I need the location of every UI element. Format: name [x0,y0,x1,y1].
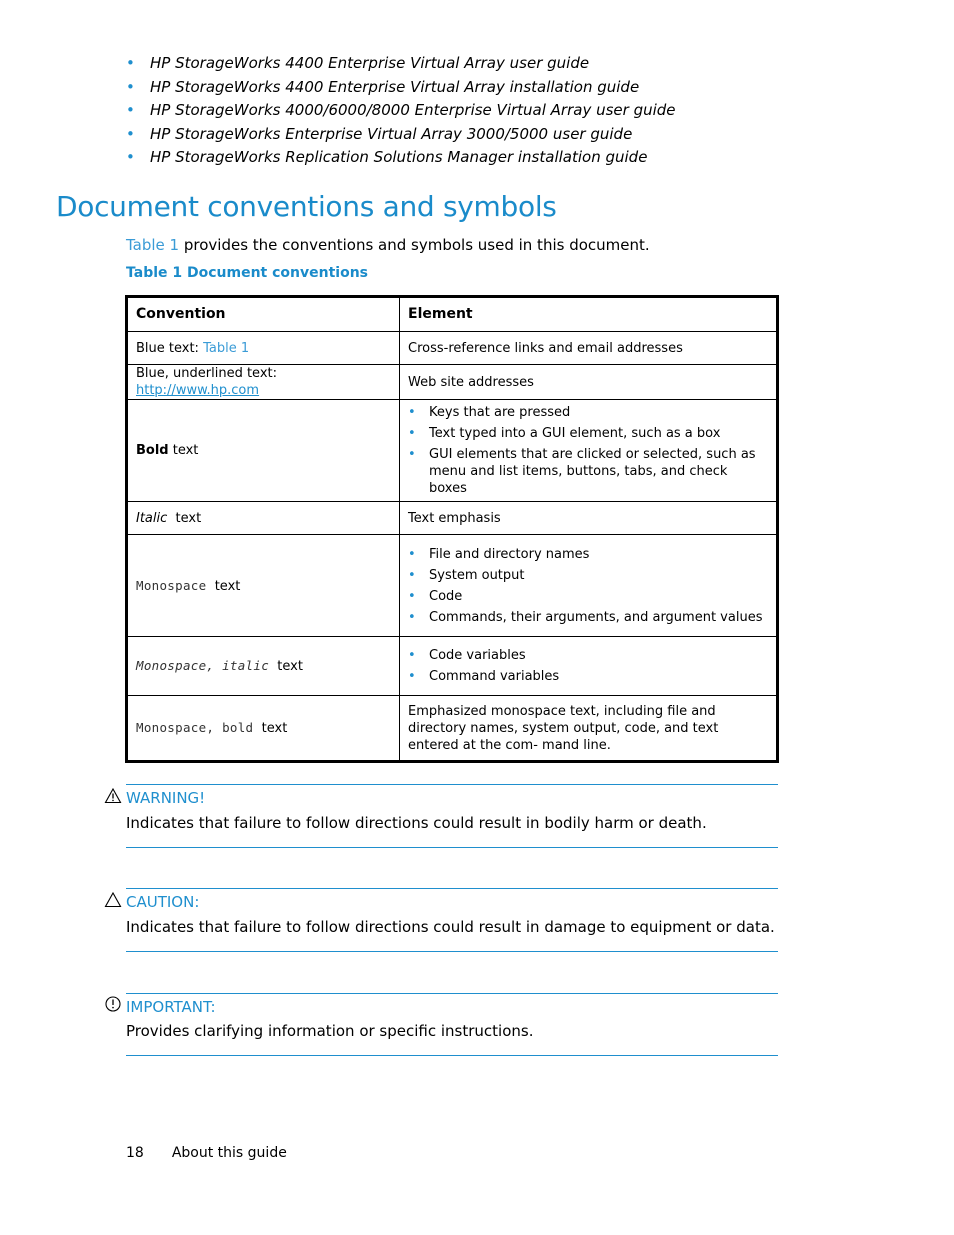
notice-label: IMPORTANT: [126,998,216,1016]
related-doc-item: • HP StorageWorks 4400 Enterprise Virtual Array user guide [126,52,676,76]
notice-rule [126,784,778,785]
table-row [127,637,778,696]
bullet-icon: • [126,77,135,96]
list-item: • Commands, their arguments, and argument values [408,609,763,625]
table-row [127,696,778,762]
important-exclamation-icon [104,995,122,1013]
table-header-row [127,297,778,332]
notice-rule [126,993,778,994]
bullet-icon: • [408,648,416,663]
element-cell [400,637,778,696]
table-caption: Table 1 Document conventions [126,265,368,281]
related-doc-item: • HP StorageWorks 4000/6000/8000 Enterprise Virtual Array user guide [126,99,676,123]
element-list [408,546,768,626]
notice-text: Provides clarifying information or specific instructions. [126,1022,534,1040]
element-cell [400,400,778,502]
intro-paragraph: Table 1 provides the conventions and symbols used in this document. [126,236,650,254]
element-list [408,404,768,497]
table-row [127,502,778,535]
element-cell: Text emphasis [400,502,778,535]
caution-triangle-icon [104,891,122,909]
bullet-icon: • [126,54,135,72]
bullet-icon: • [126,101,135,119]
convention-cell: Blue, underlined text: http://www.hp.com [127,365,400,400]
list-item: • Command variables [408,669,560,684]
bullet-icon: • [408,609,416,625]
bullet-icon: • [408,669,416,684]
convention-cell: Monospace, italic text [127,637,400,696]
convention-cell: Bold text [127,400,400,502]
notice-rule [126,1055,778,1056]
element-list [408,647,768,685]
list-item: • System output [408,567,525,583]
notice-text: Indicates that failure to follow directions could result in damage to equipment or data. [126,918,775,936]
convention-cell: Blue text: Table 1 [127,332,400,365]
related-doc-item: • HP StorageWorks Enterprise Virtual Array 3000/5000 user guide [126,123,676,147]
related-docs-list [126,52,676,170]
warning-notice [104,784,778,850]
notice-rule [126,888,778,889]
convention-cell: Monospace, bold text [127,696,400,762]
header-convention: Convention [127,297,400,332]
table-xref-link[interactable]: Table 1 [126,236,180,254]
important-notice [104,993,778,1059]
bullet-icon: • [408,405,416,420]
conventions-table [125,295,779,763]
table-row [127,332,778,365]
convention-cell: Italic text [127,502,400,535]
table-row [127,365,778,400]
list-item: • Keys that are pressed [408,405,571,420]
list-item: • File and directory names [408,546,590,562]
element-cell: Cross-reference links and email addresses [400,332,778,365]
list-item: • GUI elements that are clicked or selected, such as menu and list items, buttons, tabs, and check boxes [408,447,756,496]
related-doc-item: • HP StorageWorks 4400 Enterprise Virtual Array installation guide [126,76,676,100]
bullet-icon: • [126,148,135,166]
notice-rule [126,847,778,848]
notice-text: Indicates that failure to follow directions could result in bodily harm or death. [126,814,707,832]
bullet-icon: • [408,546,416,562]
table-row [127,535,778,637]
bullet-icon: • [408,426,416,441]
related-doc-item: • HP StorageWorks Replication Solutions Manager installation guide [126,146,676,170]
list-item: • Text typed into a GUI element, such as a box [408,426,721,441]
notice-rule [126,951,778,952]
hp-website-link[interactable]: http://www.hp.com [136,383,260,398]
table-row [127,400,778,502]
element-cell: Web site addresses [400,365,778,400]
list-item: • Code variables [408,648,526,663]
notice-label: WARNING! [126,789,206,807]
convention-cell: Monospace text [127,535,400,637]
warning-triangle-icon [104,787,122,805]
footer-section: About this guide [171,1145,287,1161]
list-item: • Code [408,588,463,604]
bullet-icon: • [126,124,135,143]
table-xref-link[interactable]: Table 1 [203,340,250,356]
header-element: Element [400,297,778,332]
section-title: Document conventions and symbols [56,190,557,223]
element-cell: Emphasized monospace text, including file and directory names, system output, code, and text entered at the com- mand line. [400,696,778,762]
bullet-icon: • [408,447,416,462]
page-number: 18 [126,1145,144,1161]
caution-notice [104,888,778,954]
page-footer [126,1145,287,1161]
element-cell [400,535,778,637]
notice-label: CAUTION: [126,893,200,911]
bullet-icon: • [408,588,416,604]
bullet-icon: • [408,567,416,583]
